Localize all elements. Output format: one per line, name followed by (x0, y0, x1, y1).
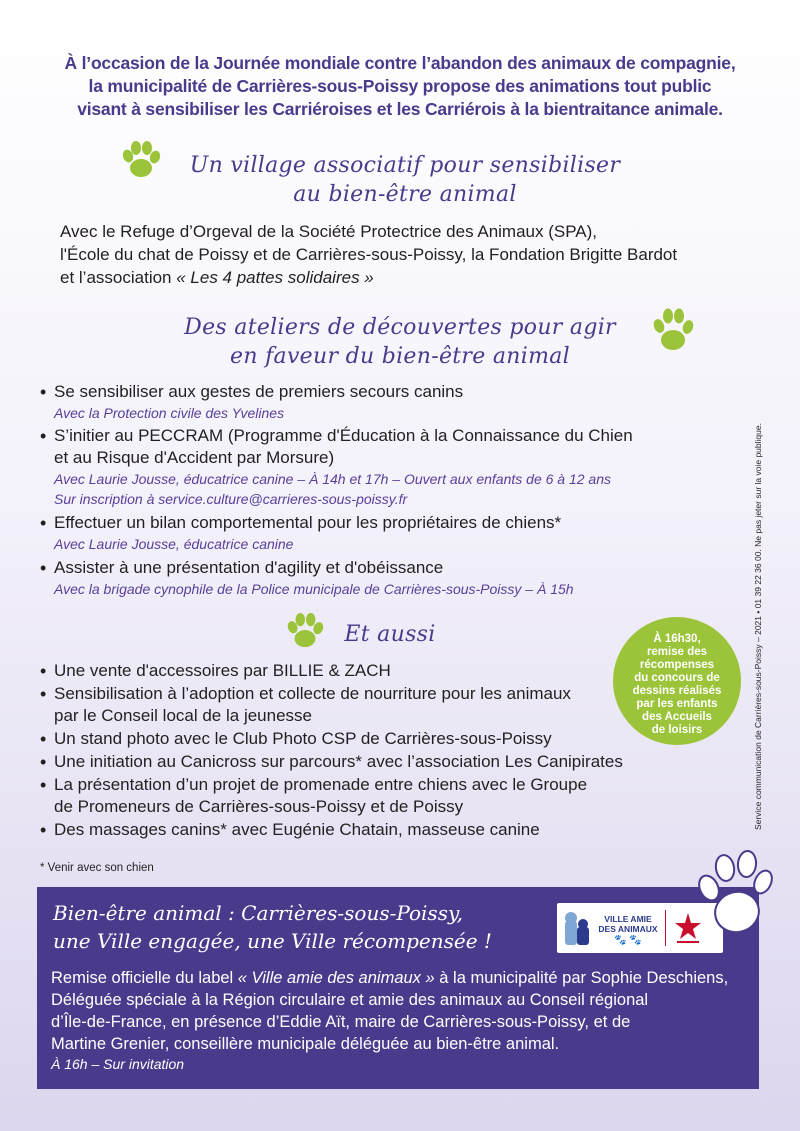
body-prefix: Remise officielle du label (51, 969, 238, 987)
dog-cat-icon (563, 909, 593, 947)
paw-icon: 🐾 🐾 (614, 935, 642, 946)
item-detail: Avec Laurie Jousse, éducatrice canine – À 14h et 17h – Ouvert aux enfants de 6 à 12 ans (54, 471, 611, 487)
intro-line: À l’occasion de la Journée mondiale contre l’abandon des animaux de compagnie, (64, 53, 736, 73)
logo-divider (665, 910, 666, 946)
contest-badge (613, 617, 741, 745)
paw-icon (120, 140, 162, 180)
badge-line: remise des (646, 646, 708, 658)
association-name: « Les 4 pattes solidaires » (176, 268, 374, 287)
vertical-credit: Service communication de Carrières-sous-Poissy – 2021 • 01 39 22 36 00. Ne pas jeter sur la voie publique. (753, 423, 763, 830)
badge-line: récompenses (639, 659, 715, 671)
list-item (38, 774, 758, 818)
body-line: d’Île-de-France, en présence d’Eddie Aït, maire de Carrières-sous-Poissy, et de (51, 1013, 631, 1031)
item-text: • Effectuer un bilan comportemental pour les propriétaires de chiens* (54, 513, 562, 532)
item-text: de Promeneurs de Carrières-sous-Poissy et de Poissy (54, 797, 464, 816)
logo-line: VILLE AMIE (604, 914, 652, 924)
item-text: • Se sensibiliser aux gestes de premiers secours canins (54, 382, 464, 401)
paw-icon (652, 307, 694, 353)
list-item (38, 557, 758, 599)
para-line (60, 266, 760, 289)
label-name: « Ville amie des animaux » (237, 969, 435, 987)
item-detail: Avec la Protection civile des Yvelines (54, 405, 285, 421)
item-text: et au Risque d'Accident par Morsure) (54, 448, 335, 467)
badge-line: dessins réalisés (632, 685, 722, 697)
badge-line: par les enfants (636, 698, 718, 710)
item-detail: Avec la brigade cynophile de la Police municipale de Carrières-sous-Poissy – À 15h (54, 581, 574, 597)
list-item (38, 381, 758, 423)
box-title-line: une Ville engagée, une Ville récompensée ! (53, 929, 492, 953)
item-detail: Avec Laurie Jousse, éducatrice canine (54, 536, 294, 552)
list-item (38, 819, 758, 841)
body-line (51, 967, 751, 989)
item-detail: Sur inscription à service.culture@carrieres-sous-poissy.fr (54, 491, 408, 507)
badge-line: des Accueils (642, 711, 712, 723)
paw-icon (285, 612, 325, 650)
village-paragraph (60, 220, 760, 289)
intro-line: visant à sensibiliser les Carriéroises et les Carriérois à la bientraitance animale. (77, 99, 723, 119)
item-text: • Une vente d'accessoires par BILLIE & ZACH (54, 661, 391, 680)
label-box (37, 887, 759, 1089)
section-title-village (170, 151, 640, 209)
ateliers-list (38, 381, 758, 599)
para-prefix: et l’association (60, 268, 177, 287)
box-title-line: Bien-être animal : Carrières-sous-Poissy, (53, 901, 463, 925)
body-suffix: à la municipalité par Sophie Deschiens, (434, 969, 729, 987)
item-text: par le Conseil local de la jeunesse (54, 706, 312, 725)
section-title-ateliers (150, 313, 650, 371)
item-text: • Des massages canins* avec Eugénie Chatain, masseuse canine (54, 820, 540, 839)
item-text: • Sensibilisation à l’adoption et collecte de nourriture pour les animaux (54, 684, 571, 703)
item-text: • Un stand photo avec le Club Photo CSP de Carrières-sous-Poissy (54, 729, 552, 748)
footnote: * Venir avec son chien (40, 862, 154, 874)
box-note: À 16h – Sur invitation (51, 1056, 185, 1072)
intro-text (50, 52, 750, 121)
title-line: Un village associatif pour sensibiliser (189, 153, 621, 178)
logo-line: DES ANIMAUX (598, 924, 658, 934)
title-line: au bien-être animal (293, 182, 517, 207)
list-item (38, 425, 758, 509)
box-title (53, 899, 533, 955)
item-text: • S’initier au PECCRAM (Programme d'Éducation à la Connaissance du Chien (54, 426, 633, 445)
box-body (51, 967, 751, 1073)
paw-icon (695, 850, 775, 945)
section-title-et-aussi: Et aussi (344, 622, 436, 647)
para-line: Avec le Refuge d’Orgeval de la Société Protectrice des Animaux (SPA), (60, 222, 598, 241)
badge-line: du concours de (634, 672, 720, 684)
list-item (38, 512, 758, 554)
item-text: • La présentation d’un projet de promenade entre chiens avec le Groupe (54, 775, 588, 794)
body-line: Martine Grenier, conseillère municipale déléguée au bien-être animal. (51, 1035, 560, 1053)
logo-text (595, 914, 661, 946)
body-line: Déléguée spéciale à la Région circulaire et amie des animaux au Conseil régional (51, 991, 649, 1009)
title-line: en faveur du bien-être animal (230, 344, 570, 369)
badge-line: À 16h30, (653, 633, 701, 645)
title-line: Des ateliers de découvertes pour agir (184, 315, 616, 340)
para-line: l'École du chat de Poissy et de Carrières-sous-Poissy, la Fondation Brigitte Bardot (60, 245, 678, 264)
item-text: • Une initiation au Canicross sur parcours* avec l’association Les Canipirates (54, 752, 623, 771)
intro-line: la municipalité de Carrières-sous-Poissy propose des animations tout public (88, 76, 712, 96)
item-text: • Assister à une présentation d'agility et d'obéissance (54, 558, 444, 577)
badge-line: de loisirs (651, 724, 703, 736)
list-item (38, 751, 758, 773)
